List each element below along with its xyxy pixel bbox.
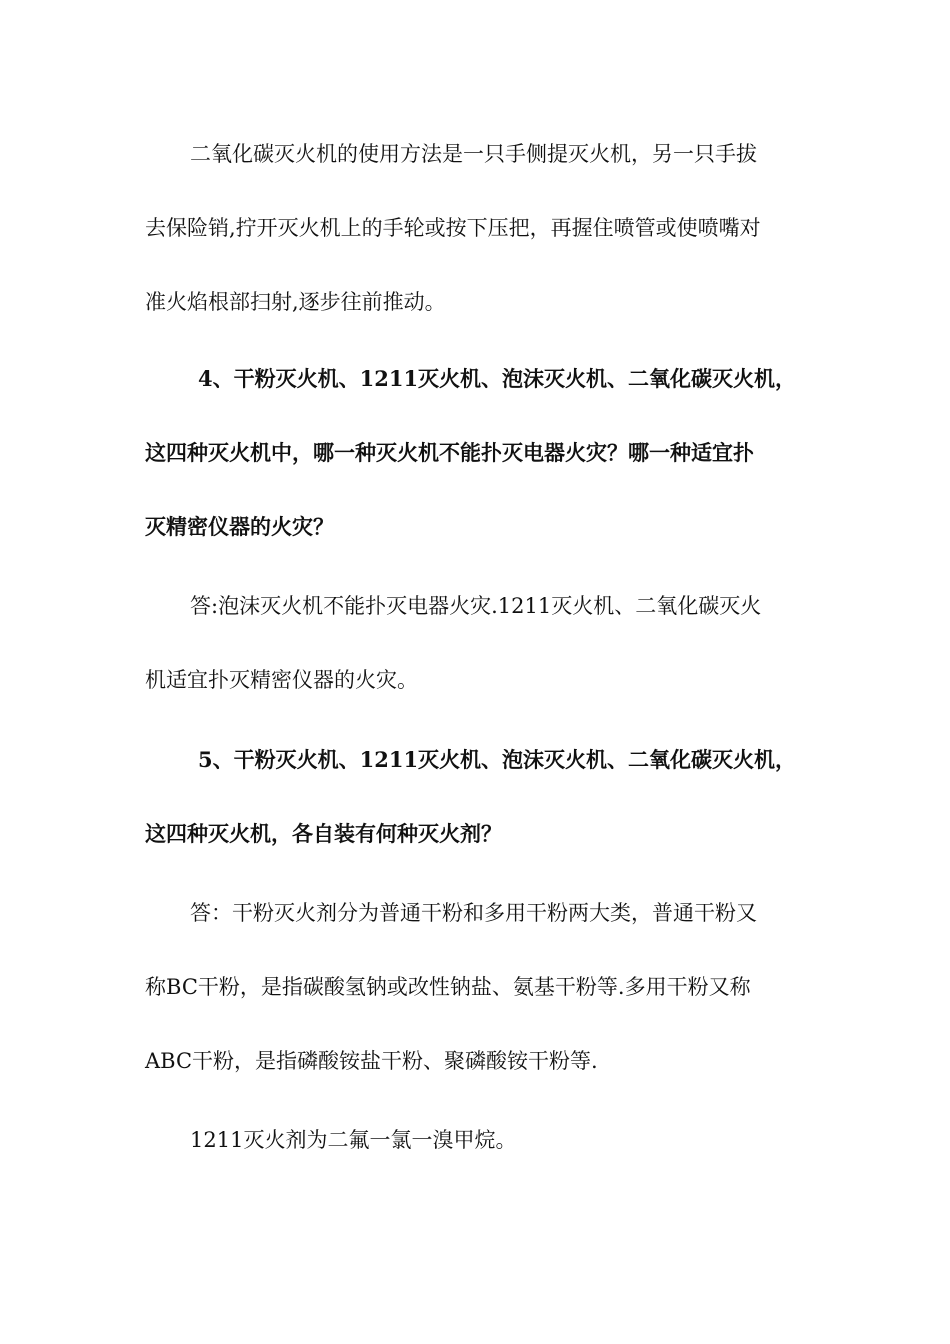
question-4-line-3: 灭精密仪器的火灾？: [145, 514, 334, 539]
question-4-line-2: 这四种灭火机中，哪一种灭火机不能扑灭电器火灾？哪一种适宜扑: [145, 440, 754, 465]
answer-5-line-2: 称BC干粉，是指碳酸氢钠或改性钠盐、氨基干粉等.多用干粉又称: [145, 975, 751, 999]
paragraph-co2-usage-line-3: 准火焰根部扫射,逐步往前推动。: [145, 290, 446, 314]
question-5-line-2: 这四种灭火机，各自装有何种灭火剂？: [145, 821, 502, 846]
answer-4-line-1: 答:泡沫灭火机不能扑灭电器火灾.1211灭火机、二氧化碳灭火: [190, 594, 762, 618]
answer-5-line-4: 1211灭火剂为二氟一氯一溴甲烷。: [190, 1128, 517, 1152]
question-4-line-1: 4、干粉灭火机、1211灭火机、泡沫灭火机、二氧化碳灭火机，: [198, 366, 797, 391]
answer-5-line-3: ABC干粉，是指磷酸铵盐干粉、聚磷酸铵干粉等.: [145, 1049, 598, 1073]
paragraph-co2-usage-line-2: 去保险销,拧开灭火机上的手轮或按下压把，再握住喷管或使喷嘴对: [145, 216, 761, 240]
answer-5-line-1: 答：干粉灭火剂分为普通干粉和多用干粉两大类，普通干粉又: [190, 901, 757, 925]
question-5-line-1: 5、干粉灭火机、1211灭火机、泡沫灭火机、二氧化碳灭火机，: [198, 747, 797, 772]
answer-4-line-2: 机适宜扑灭精密仪器的火灾。: [145, 668, 418, 692]
paragraph-co2-usage-line-1: 二氧化碳灭火机的使用方法是一只手侧提灭火机，另一只手拔: [190, 142, 757, 166]
